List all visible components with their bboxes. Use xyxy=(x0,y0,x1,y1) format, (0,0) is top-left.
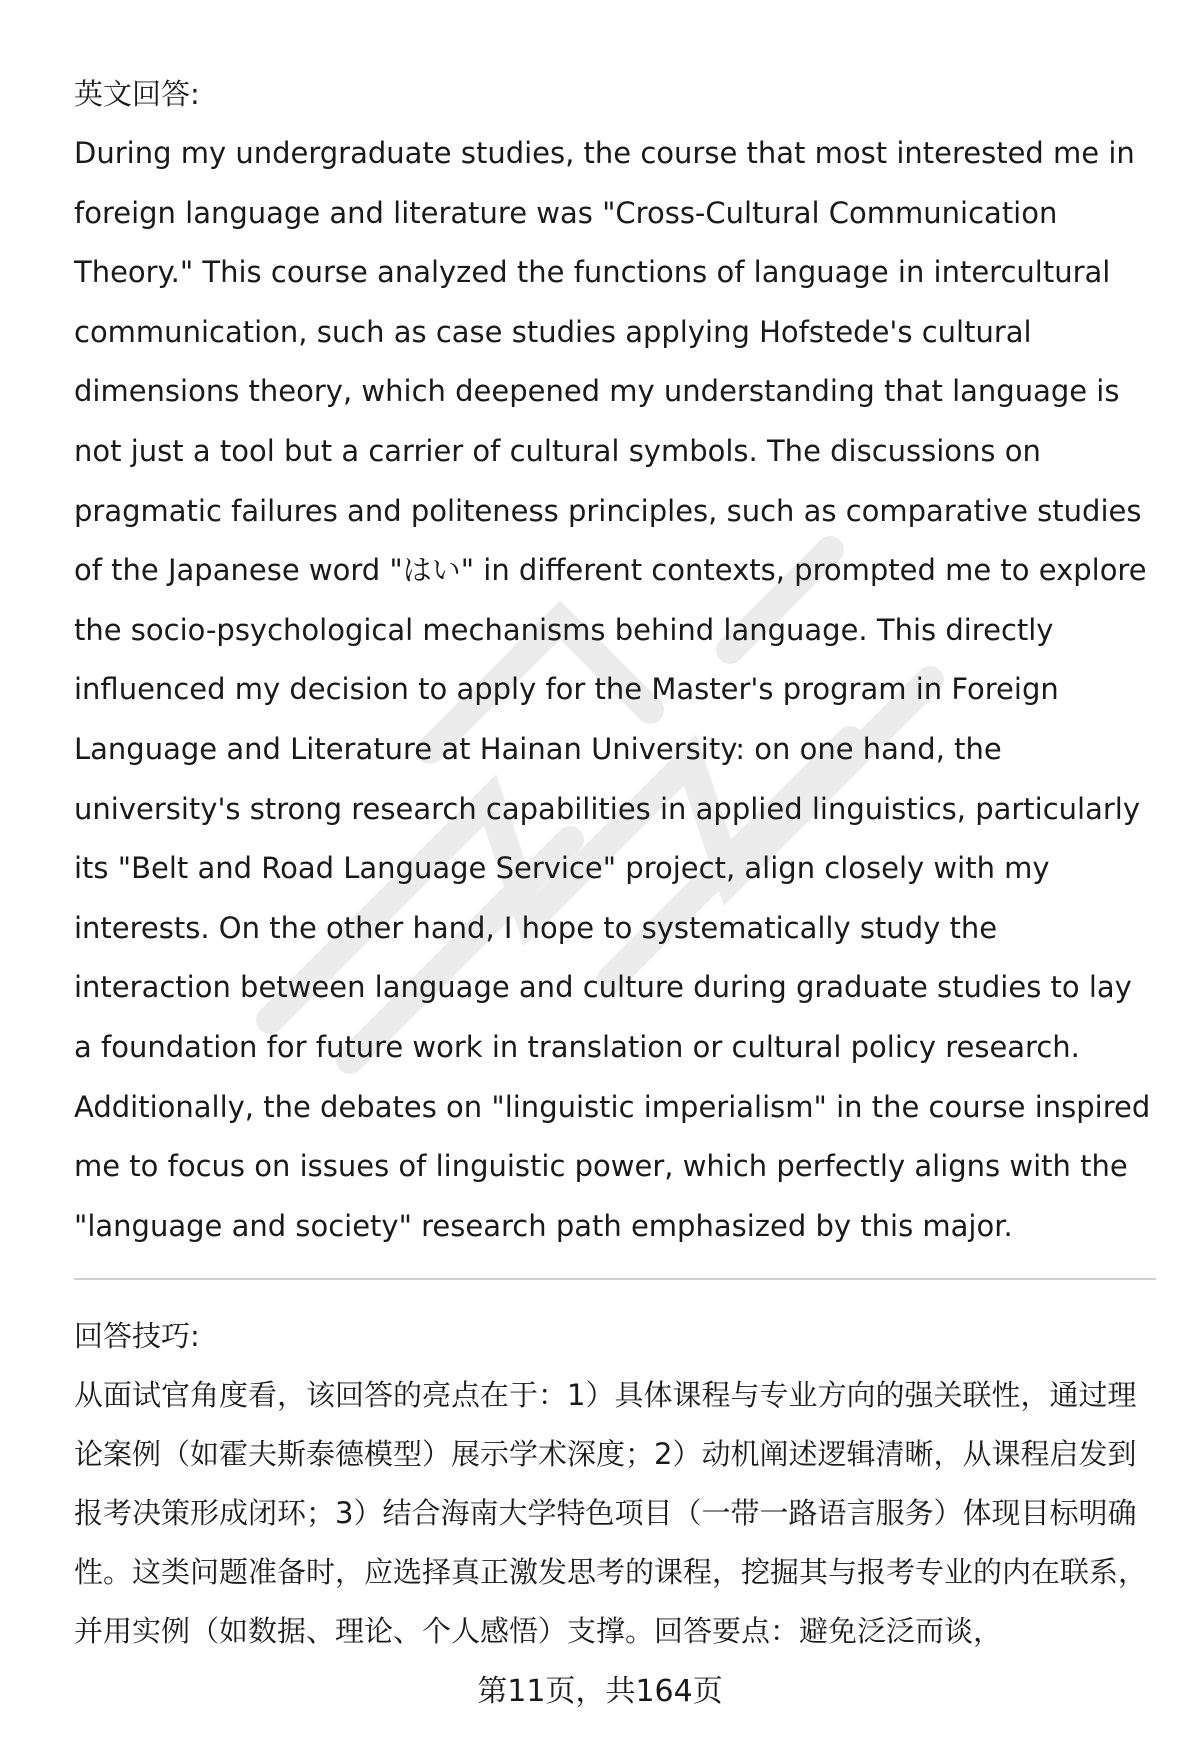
page-indicator: 第11页，共164页 xyxy=(477,1674,723,1709)
section-divider xyxy=(74,1278,1156,1280)
answer-label: 英文回答: xyxy=(74,77,200,111)
english-answer-paragraph: During my undergraduate studies, the course that most interested me in foreign language and literature was "Cross-Cultural Communication Theory." This course analyzed the functions of language in intercultural communication, such as case studies applying Hofstede's cultural dimensions theory, which deepened my understanding that language is not just a tool but a carrier of cultural symbols. The discussions on pragmatic failures and politeness principles, such as comparative studies of the Japanese word "はい" in different contexts, prompted me to explore the socio-psychological mechanisms behind language. This directly influenced my decision to apply for the Master's program in Foreign Language and Literature at Hainan University: on one hand, the university's strong research capabilities in applied linguistics, particularly its "Belt and Road Language Service" project, align closely with my interests. On the other hand, I hope to systematically study the interaction between language and culture during graduate studies to lay a foundation for future work in translation or cultural policy research. Additionally, the debates on "linguistic imperialism" in the course inspired me to focus on issues of linguistic power, which perfectly aligns with the "language and society" research path emphasized by this major. xyxy=(74,136,1151,1243)
main-content xyxy=(74,64,1154,1661)
tips-label: 回答技巧: xyxy=(74,1319,200,1354)
tips-paragraph: 从面试官角度看，该回答的亮点在于：1）具体课程与专业方向的强关联性，通过理论案例（如霍夫斯泰德模型）展示学术深度；2）动机阐述逻辑清晰，从课程启发到报考决策形成闭环；3）结合海南大学特色项目（一带一路语言服务）体现目标明确性。这类问题准备时，应选择真正激发思考的课程，挖掘其与报考专业的内在联系，并用实例（如数据、理论、个人感悟）支撑。回答要点：避免泛泛而谈， xyxy=(74,1378,1148,1649)
